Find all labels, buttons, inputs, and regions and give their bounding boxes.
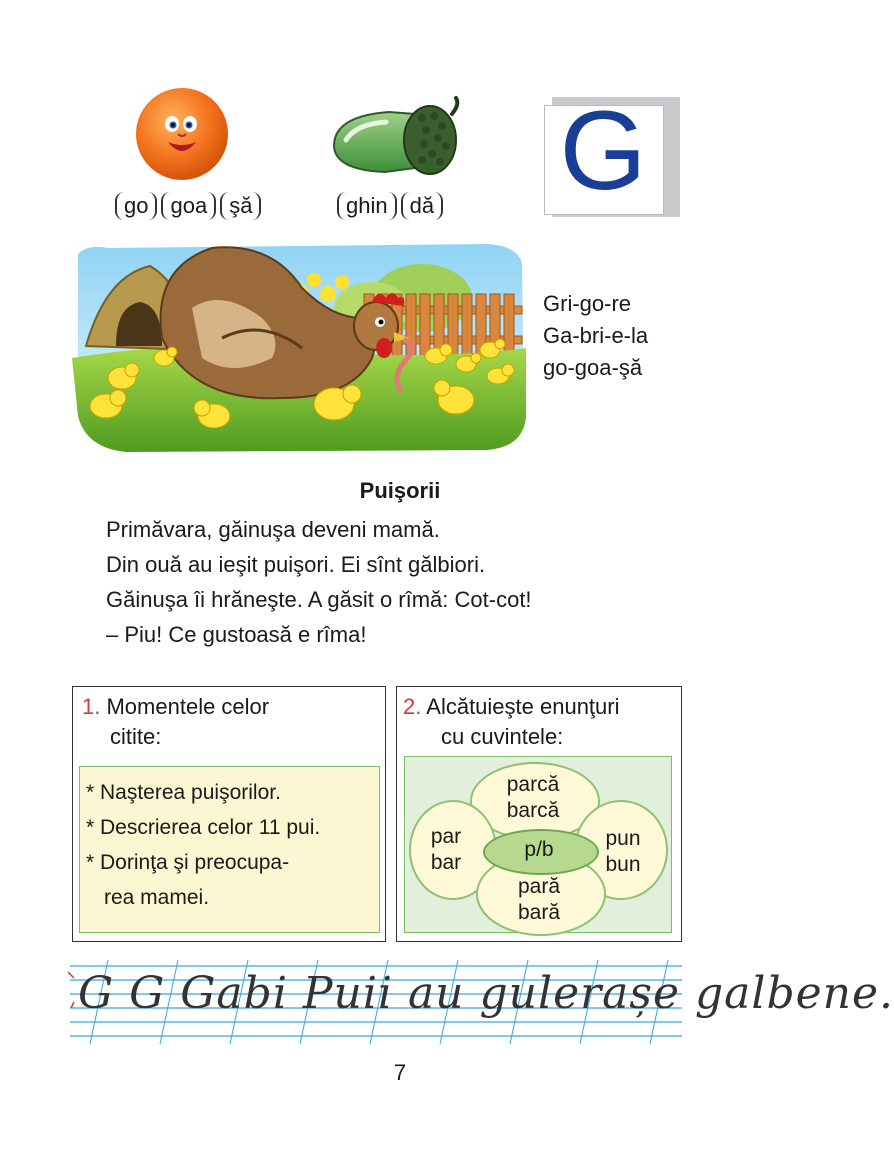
petal-word: barcă [506,799,560,822]
syllable-line: go-goa-şă [543,355,643,380]
petal-word: par [430,825,462,848]
gogoasa-face-illustration [132,84,232,184]
hen-and-chicks-illustration [72,238,526,450]
syllable-line: Gri-go-re [543,291,632,316]
exercise-number: 2. [403,694,422,719]
list-item: rea mamei. [104,886,210,909]
letter-card [544,88,680,217]
list-item: * Descrierea celor 11 pui. [86,816,321,839]
petal-word: pară [517,875,561,898]
word-ghinda-syllables [337,192,443,220]
petal-top-words [470,772,596,824]
exercise-title-text: citite: [110,724,162,749]
letter-g: G [559,88,647,213]
petal-word: parcă [506,773,560,796]
exercise-title-text: cu cuvintele: [441,724,564,749]
petal-word: bun [605,853,641,876]
word-gogoasa-syllables [115,192,261,220]
exercise-number: 1. [82,694,101,719]
flower-center-label: p/b [524,838,554,861]
petal-right-words [588,826,658,878]
exercise-title-text: Momentele celor [106,694,270,719]
acorn-illustration [326,94,466,184]
syllable: şă [220,192,261,220]
syllable: go [115,192,157,220]
syllable: dă [401,192,443,220]
story-text [106,512,532,652]
exercise-2-title [403,692,620,752]
syllable: goa [161,192,216,220]
story-line: – Piu! Ce gustoasă e rîma! [106,622,367,647]
story-line: Din ouă au ieşit puişori. Ei sînt gălbiori. [106,552,486,577]
petal-word: pun [605,827,641,850]
petal-word: bar [430,851,462,874]
petal-bottom-words [476,874,602,926]
exercise-title-text: Alcătuieşte enunţuri [426,694,620,719]
handwriting-sample: G G Gabi Puii au gulerașe galbene. [78,968,894,1019]
syllable-line: Ga-bri-e-la [543,323,649,348]
page-number: 7 [393,1060,407,1085]
list-item: * Dorinţa şi preocupa- [86,851,290,874]
syllable: ghin [337,192,397,220]
list-item: * Naşterea puişorilor. [86,781,281,804]
name-syllables-list [543,288,648,384]
petal-left-words [409,824,483,876]
exercise-1-title [82,692,269,752]
petal-word: bară [517,901,561,924]
exercise-1-items [79,766,380,933]
story-line: Primăvara, găinuşa deveni mamă. [106,517,440,542]
story-title: Puişorii [359,478,441,503]
story-line: Găinuşa îi hrăneşte. A găsit o rîmă: Cot-cot! [106,587,532,612]
